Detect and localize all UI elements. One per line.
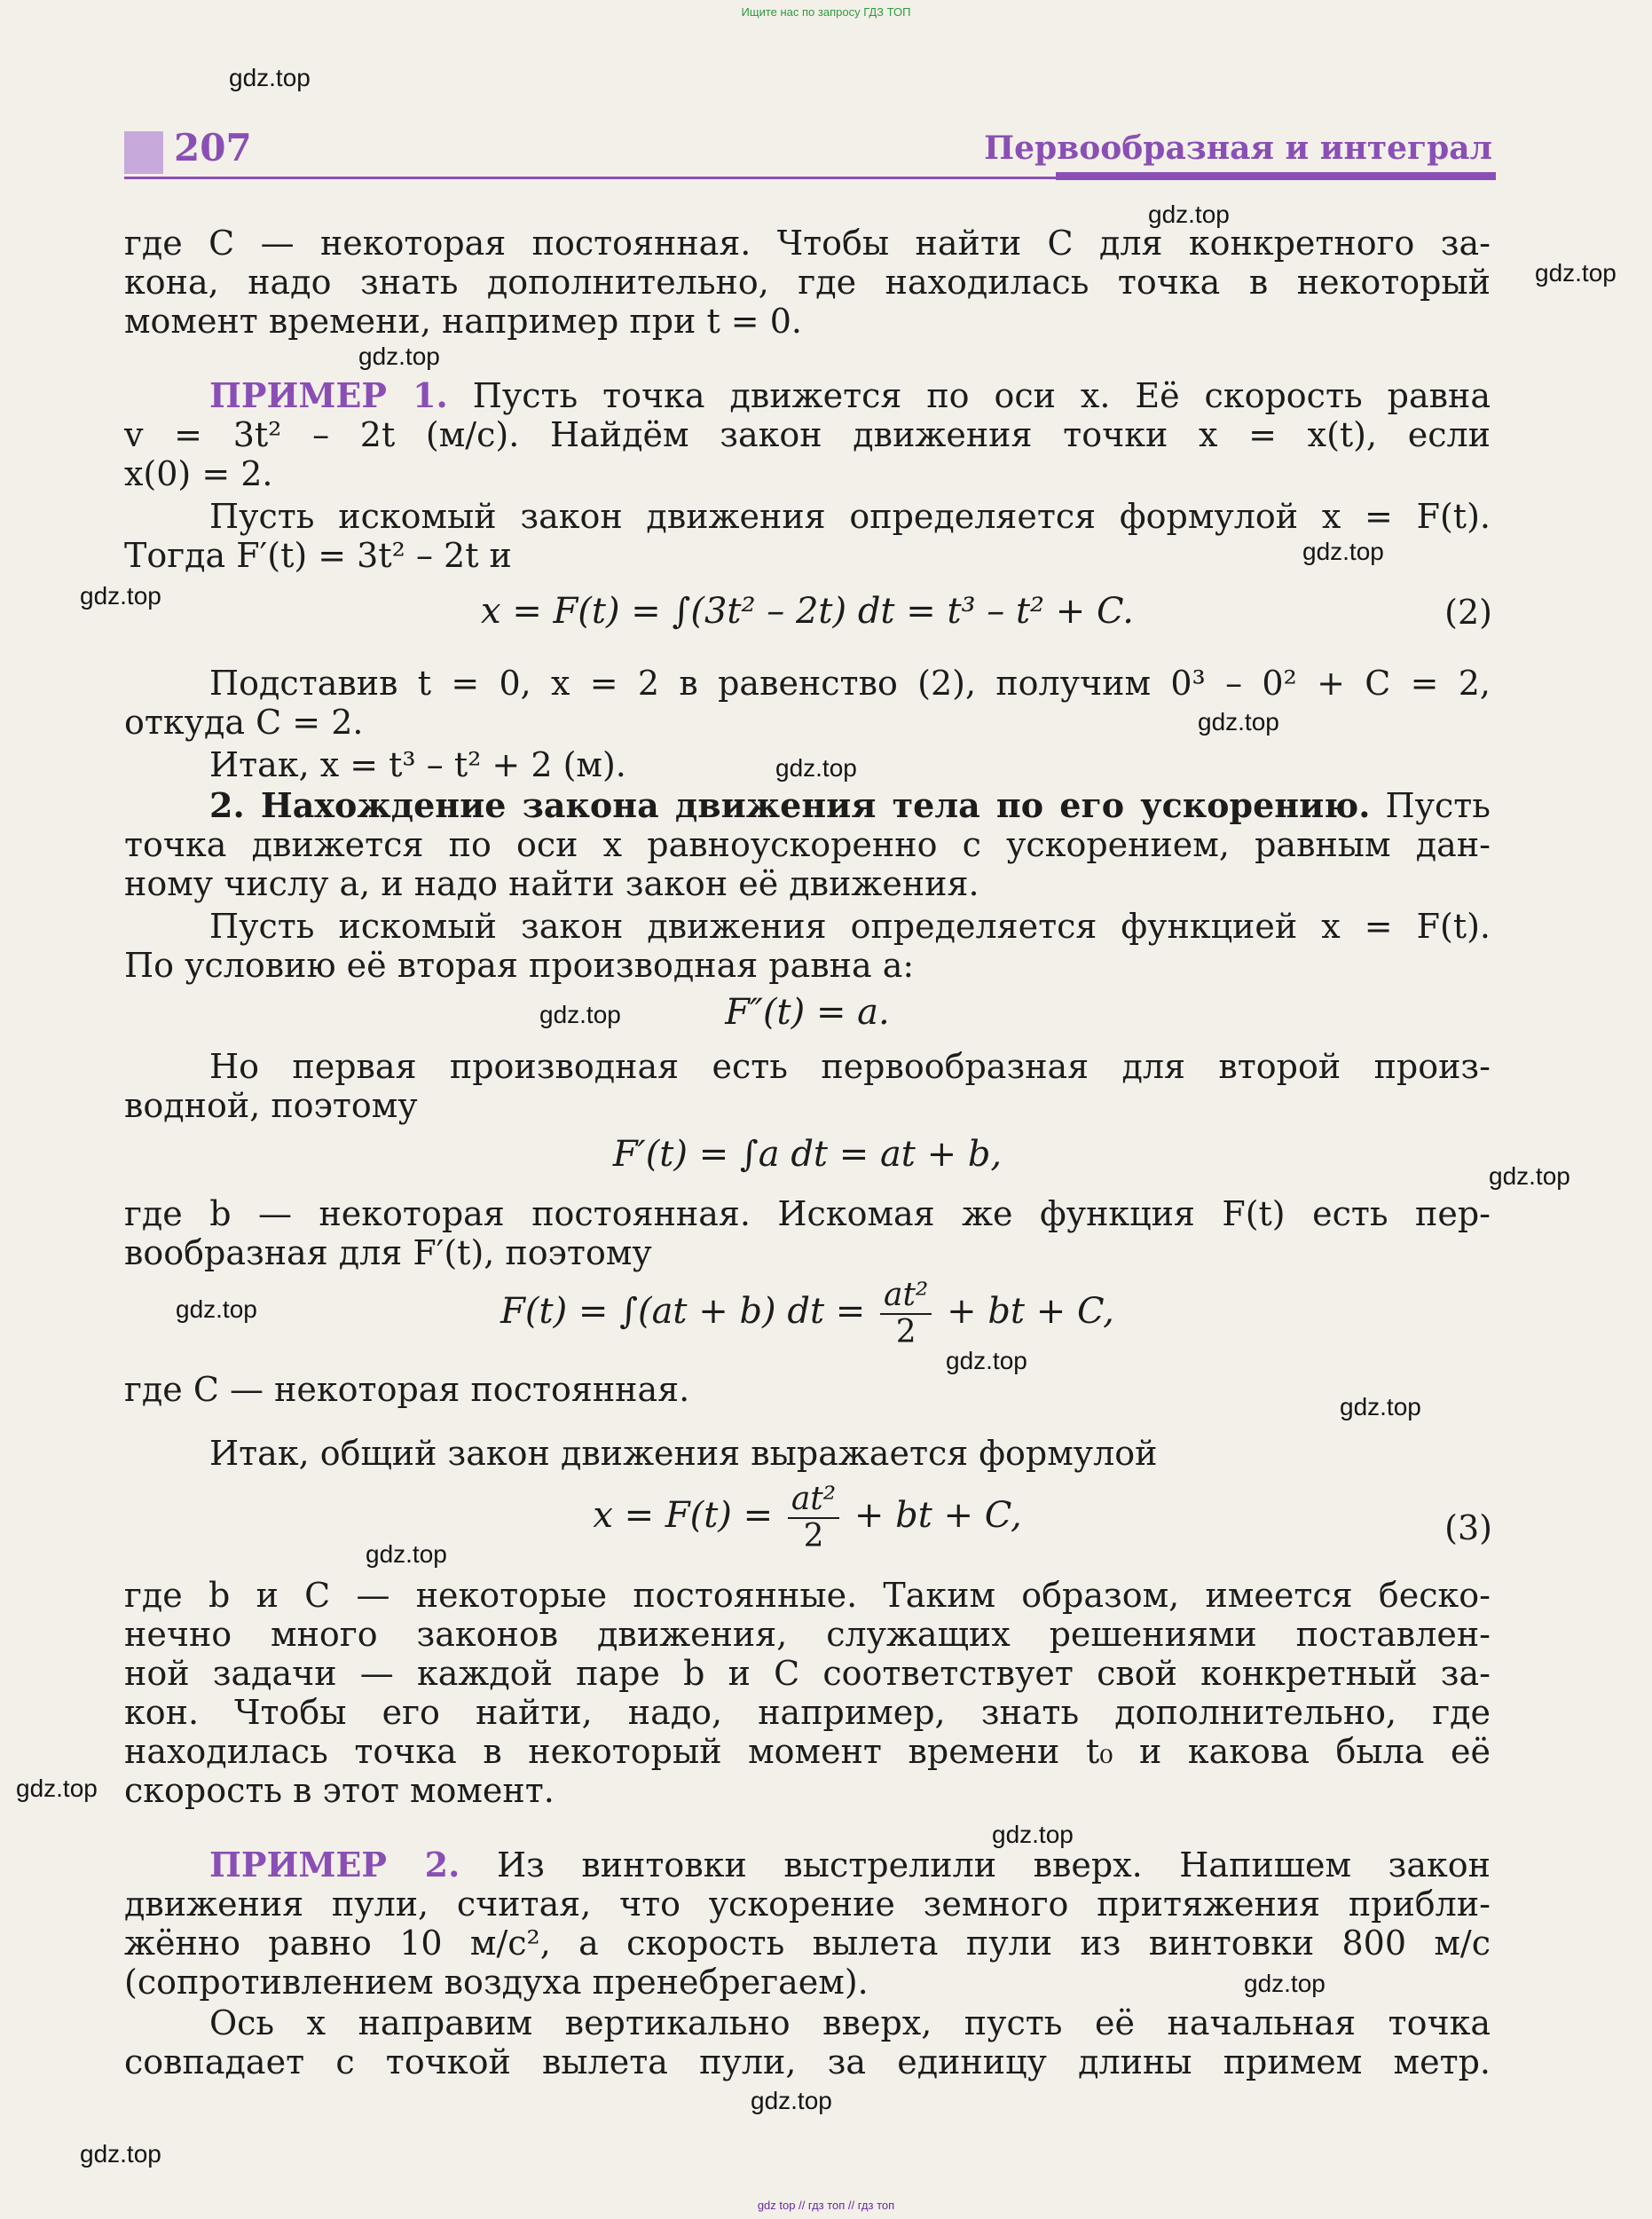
chapter-title: Первообразная и интеграл xyxy=(984,130,1492,167)
equation-antiderivative xyxy=(124,1278,1491,1350)
text-line: откуда C = 2. xyxy=(124,703,364,742)
watermark: gdz.top xyxy=(539,1001,621,1028)
watermark: gdz.top xyxy=(1244,1970,1326,1997)
header-rule-accent xyxy=(1056,172,1496,180)
text-line: скорость в этот момент. xyxy=(124,1771,555,1810)
text-line: вообразная для F′(t), поэтому xyxy=(124,1233,652,1272)
text-line: Но первая производная есть первообразная для второй произ- xyxy=(209,1047,1491,1086)
text-line: Итак, x = t³ – t² + 2 (м). xyxy=(209,745,626,784)
equation-first-derivative: F′(t) = ∫a dt = at + b, xyxy=(612,1134,1003,1175)
watermark: gdz.top xyxy=(80,2140,161,2168)
watermark: gdz.top xyxy=(229,64,311,91)
text-fragment: Пусть xyxy=(1385,786,1491,825)
header-rule xyxy=(124,177,1056,179)
fraction-denominator: 2 xyxy=(803,1518,824,1554)
equation-part: x = F(t) = xyxy=(593,1495,774,1536)
text-line: ному числу a, и надо найти закон её движения. xyxy=(124,864,979,903)
text-fragment: Из винтовки выстрелили вверх. Напишем закон xyxy=(496,1845,1491,1885)
fraction-numerator: at² xyxy=(880,1278,932,1315)
text-line: нечно много законов движения, служащих решениями поставлен- xyxy=(124,1615,1491,1654)
text-line: Пусть искомый закон движения определяется формулой x = F(t). xyxy=(209,497,1491,536)
watermark: gdz.top xyxy=(16,1774,98,1802)
text-line: Ось x направим вертикально вверх, пусть её начальная точка xyxy=(209,2003,1491,2042)
page-number: 207 xyxy=(174,126,252,169)
example-1-line xyxy=(209,376,1491,415)
text-line: где b и C — некоторые постоянные. Таким образом, имеется беско- xyxy=(124,1576,1491,1615)
watermark: gdz.top xyxy=(176,1295,257,1323)
text-fragment: Пусть точка движется по оси x. Её скорость равна xyxy=(472,376,1491,415)
watermark: gdz.top xyxy=(1535,259,1617,287)
watermark: gdz.top xyxy=(1340,1393,1421,1420)
equation-3-number: (3) xyxy=(1444,1508,1492,1547)
text-line: находилась точка в некоторый момент времени t₀ и какова была её xyxy=(124,1732,1491,1771)
text-line: жённо равно 10 м/с², а скорость вылета пули из винтовки 800 м/с xyxy=(124,1924,1491,1963)
watermark: gdz.top xyxy=(366,1540,447,1568)
text-line: кона, надо знать дополнительно, где находилась точка в некоторый xyxy=(124,263,1491,302)
fraction-numerator: at² xyxy=(788,1482,839,1519)
text-line: ной задачи — каждой паре b и C соответствует свой конкретный за- xyxy=(124,1654,1491,1693)
text-line: где C — некоторая постоянная. xyxy=(124,1370,690,1409)
watermark: gdz.top xyxy=(946,1347,1027,1374)
watermark: gdz.top xyxy=(1148,201,1230,228)
text-line: совпадает с точкой вылета пули, за единицу длины примем метр. xyxy=(124,2042,1491,2081)
watermark: gdz.top xyxy=(775,754,857,782)
watermark: gdz.top xyxy=(80,582,161,610)
text-line: x(0) = 2. xyxy=(124,454,273,493)
equation-part: F(t) = ∫(at + b) dt = xyxy=(500,1291,866,1332)
text-line: Итак, общий закон движения выражается формулой xyxy=(209,1434,1158,1473)
text-line: момент времени, например при t = 0. xyxy=(124,302,802,341)
text-line: где b — некоторая постоянная. Искомая же функция F(t) есть пер- xyxy=(124,1194,1491,1233)
text-line: где C — некоторая постоянная. Чтобы найти C для конкретного за- xyxy=(124,224,1491,263)
fraction-denominator: 2 xyxy=(895,1314,916,1350)
text-line: Пусть искомый закон движения определяется функцией x = F(t). xyxy=(209,907,1491,946)
watermark: gdz.top xyxy=(358,342,440,370)
watermark: gdz.top xyxy=(751,2087,832,2114)
example-2-label: ПРИМЕР 2. xyxy=(209,1845,460,1885)
example-1-label: ПРИМЕР 1. xyxy=(209,375,448,415)
watermark: gdz.top xyxy=(1198,708,1279,736)
footer-note: gdz top // гдз топ // гдз топ xyxy=(757,2199,895,2212)
section-2-line xyxy=(209,786,1491,825)
section-2-heading: 2. Нахождение закона движения тела по его ускорению. xyxy=(209,785,1371,825)
page-number-marker xyxy=(124,131,163,174)
text-line: кон. Чтобы его найти, надо, например, знать дополнительно, где xyxy=(124,1693,1491,1732)
example-2-line xyxy=(209,1845,1491,1885)
fraction xyxy=(788,1482,839,1554)
equation-part: + bt + C, xyxy=(947,1291,1114,1332)
equation-2-number: (2) xyxy=(1444,593,1492,632)
text-line: v = 3t² – 2t (м/с). Найдём закон движения точки x = x(t), если xyxy=(124,415,1491,454)
watermark: gdz.top xyxy=(1489,1162,1570,1190)
header-note: Ищите нас по запросу ГДЗ ТОП xyxy=(741,5,911,19)
watermark: gdz.top xyxy=(1302,538,1384,565)
text-line: По условию её вторая производная равна a: xyxy=(124,946,915,985)
equation-3 xyxy=(124,1482,1491,1554)
equation-second-derivative: F″(t) = a. xyxy=(725,992,890,1033)
text-line: Подставив t = 0, x = 2 в равенство (2), получим 0³ – 0² + C = 2, xyxy=(209,664,1491,703)
text-line: движения пули, считая, что ускорение земного притяжения прибли- xyxy=(124,1885,1491,1924)
equation-2: x = F(t) = ∫(3t² – 2t) dt = t³ – t² + C. xyxy=(481,591,1134,632)
fraction xyxy=(880,1278,932,1350)
text-line: (сопротивлением воздуха пренебрегаем). xyxy=(124,1963,869,2002)
text-line: водной, поэтому xyxy=(124,1086,418,1125)
text-line: Тогда F′(t) = 3t² – 2t и xyxy=(124,536,512,575)
text-line: точка движется по оси x равноускоренно с ускорением, равным дан- xyxy=(124,825,1491,864)
equation-part: + bt + C, xyxy=(854,1495,1022,1536)
watermark: gdz.top xyxy=(992,1821,1074,1848)
